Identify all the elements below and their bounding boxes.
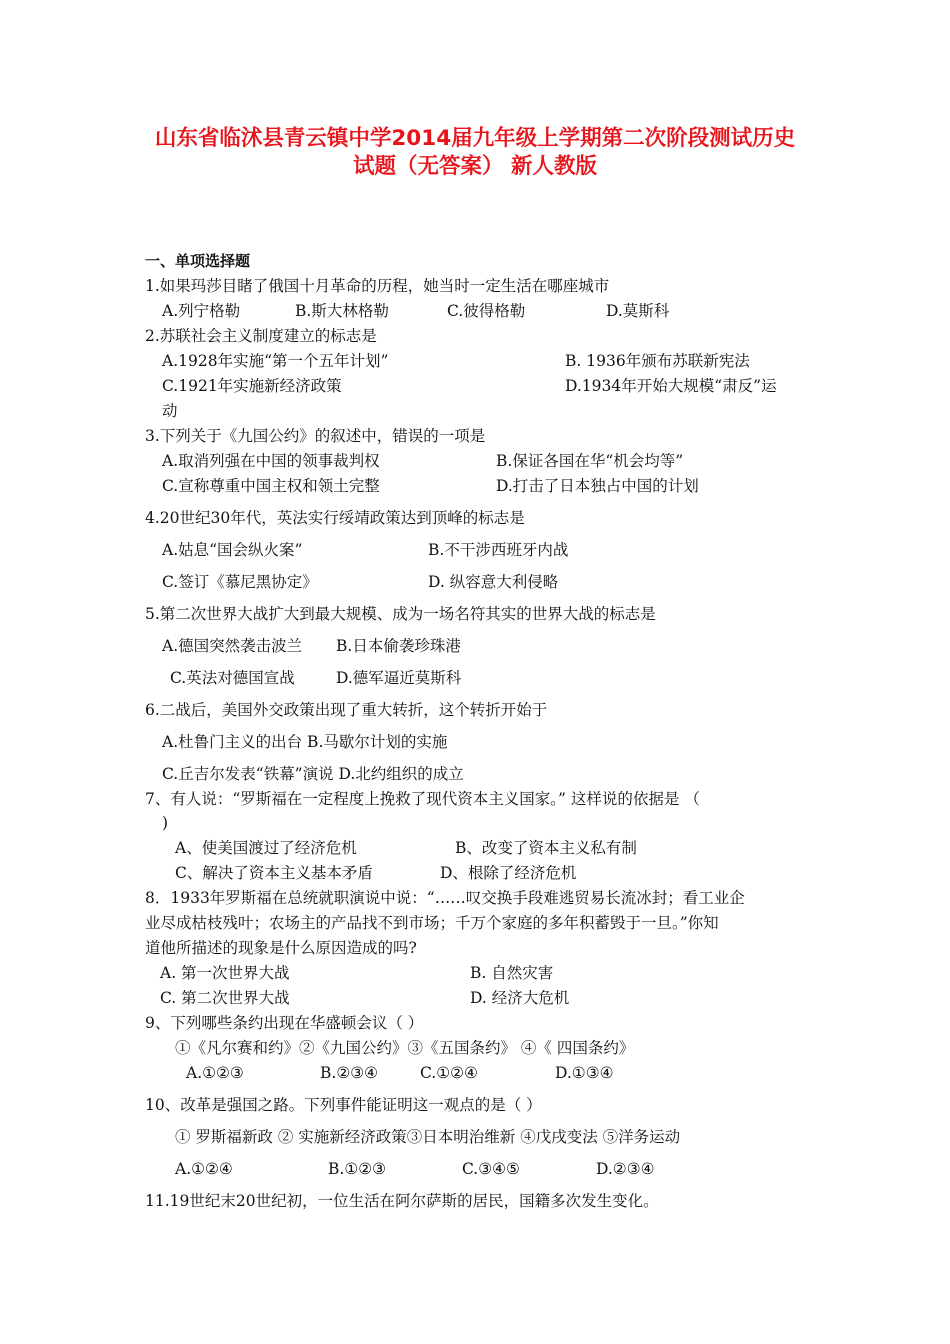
question-4-stem: 4.20世纪30年代，英法实行绥靖政策达到顶峰的标志是 xyxy=(145,509,525,527)
question-10-stem: 10、改革是强国之路。下列事件能证明这一观点的是（ ） xyxy=(145,1096,542,1114)
question-4-option-d: D. 纵容意大利侵略 xyxy=(428,573,559,591)
question-6-options-line-2: C.丘吉尔发表“铁幕”演说 D.北约组织的成立 xyxy=(162,765,464,783)
question-8-option-d: D. 经济大危机 xyxy=(470,989,570,1007)
question-6-stem: 6.二战后，美国外交政策出现了重大转折，这个转折开始于 xyxy=(145,701,548,719)
question-10-option-c: C.③④⑤ xyxy=(462,1160,520,1178)
question-3-option-d: D.打击了日本独占中国的计划 xyxy=(496,477,699,495)
question-9-option-d: D.①③④ xyxy=(555,1064,614,1082)
question-5-stem: 5.第二次世界大战扩大到最大规模、成为一场名符其实的世界大战的标志是 xyxy=(145,605,656,623)
question-9-items: ①《凡尔赛和约》②《九国公约》③《五国条约》 ④《 四国条约》 xyxy=(175,1039,635,1057)
question-5-option-a: A.德国突然袭击波兰 xyxy=(162,637,303,655)
question-7-option-c: C、解决了资本主义基本矛盾 xyxy=(175,864,373,882)
question-3-stem: 3.下列关于《九国公约》的叙述中，错误的一项是 xyxy=(145,427,486,445)
document-title-line-2: 试题（无答案） 新人教版 xyxy=(353,154,597,179)
question-2-option-a: A.1928年实施“第一个五年计划” xyxy=(162,352,389,370)
question-9-option-a: A.①②③ xyxy=(186,1064,244,1082)
question-1-option-a: A.列宁格勒 xyxy=(162,302,241,320)
question-8-stem-line-2: 业尽成枯枝残叶；农场主的产品找不到市场；千万个家庭的多年积蓄毁于一旦。”你知 xyxy=(145,914,719,932)
question-7-option-b: B、改变了资本主义私有制 xyxy=(455,839,637,857)
question-8-stem-line-3: 道他所描述的现象是什么原因造成的吗? xyxy=(145,939,417,957)
question-7-stem-continued: ) xyxy=(162,814,169,832)
question-2-option-d-continued: 动 xyxy=(162,402,178,420)
question-1-option-c: C.彼得格勒 xyxy=(447,302,526,320)
question-5-option-b: B.日本偷袭珍珠港 xyxy=(336,637,461,655)
question-9-option-b: B.②③④ xyxy=(320,1064,379,1082)
question-8-option-b: B. 自然灾害 xyxy=(470,964,554,982)
question-10-option-b: B.①②③ xyxy=(328,1160,387,1178)
question-4-option-b: B.不干涉西班牙内战 xyxy=(428,541,569,559)
document-title-line-1: 山东省临沭县青云镇中学2014届九年级上学期第二次阶段测试历史 xyxy=(154,126,796,151)
question-2-stem: 2.苏联社会主义制度建立的标志是 xyxy=(145,327,377,345)
question-10-option-d: D.②③④ xyxy=(596,1160,655,1178)
question-4-option-c: C.签订《慕尼黑协定》 xyxy=(162,573,318,591)
question-5-option-c: C.英法对德国宣战 xyxy=(170,669,295,687)
question-2-option-c: C.1921年实施新经济政策 xyxy=(162,377,342,395)
question-1-stem: 1.如果玛莎目睹了俄国十月革命的历程，她当时一定生活在哪座城市 xyxy=(145,277,610,295)
question-2-option-b: B. 1936年颁布苏联新宪法 xyxy=(565,352,750,370)
question-3-option-a: A.取消列强在中国的领事裁判权 xyxy=(162,452,380,470)
question-7-option-d: D、根除了经济危机 xyxy=(440,864,577,882)
question-3-option-b: B.保证各国在华“机会均等” xyxy=(496,452,684,470)
question-10-items: ① 罗斯福新政 ② 实施新经济政策③日本明治维新 ④戊戌变法 ⑤洋务运动 xyxy=(175,1128,681,1146)
question-7-stem: 7、有人说：“罗斯福在一定程度上挽救了现代资本主义国家。” 这样说的依据是 （ xyxy=(145,790,700,808)
question-5-option-d: D.德军逼近莫斯科 xyxy=(336,669,462,687)
question-3-option-c: C.宣称尊重中国主权和领土完整 xyxy=(162,477,380,495)
question-9-stem: 9、下列哪些条约出现在华盛顿会议（ ） xyxy=(145,1014,424,1032)
section-heading: 一、单项选择题 xyxy=(145,252,251,270)
question-1-option-d: D.莫斯科 xyxy=(606,302,670,320)
question-8-option-a: A. 第一次世界大战 xyxy=(160,964,290,982)
question-1-option-b: B.斯大林格勒 xyxy=(295,302,389,320)
question-7-option-a: A、使美国渡过了经济危机 xyxy=(175,839,357,857)
question-2-option-d: D.1934年开始大规模“肃反”运 xyxy=(565,377,777,395)
question-10-option-a: A.①②④ xyxy=(175,1160,233,1178)
question-8-option-c: C. 第二次世界大战 xyxy=(160,989,290,1007)
question-6-options-line-1: A.杜鲁门主义的出台 B.马歇尔计划的实施 xyxy=(162,733,448,751)
question-4-option-a: A.姑息“国会纵火案” xyxy=(162,541,303,559)
question-9-option-c: C.①②④ xyxy=(420,1064,478,1082)
question-11-stem: 11.19世纪末20世纪初，一位生活在阿尔萨斯的居民，国籍多次发生变化。 xyxy=(145,1192,659,1210)
question-8-stem-line-1: 8．1933年罗斯福在总统就职演说中说：“……叹交换手段难逃贸易长流冰封；看工业企 xyxy=(145,889,745,907)
